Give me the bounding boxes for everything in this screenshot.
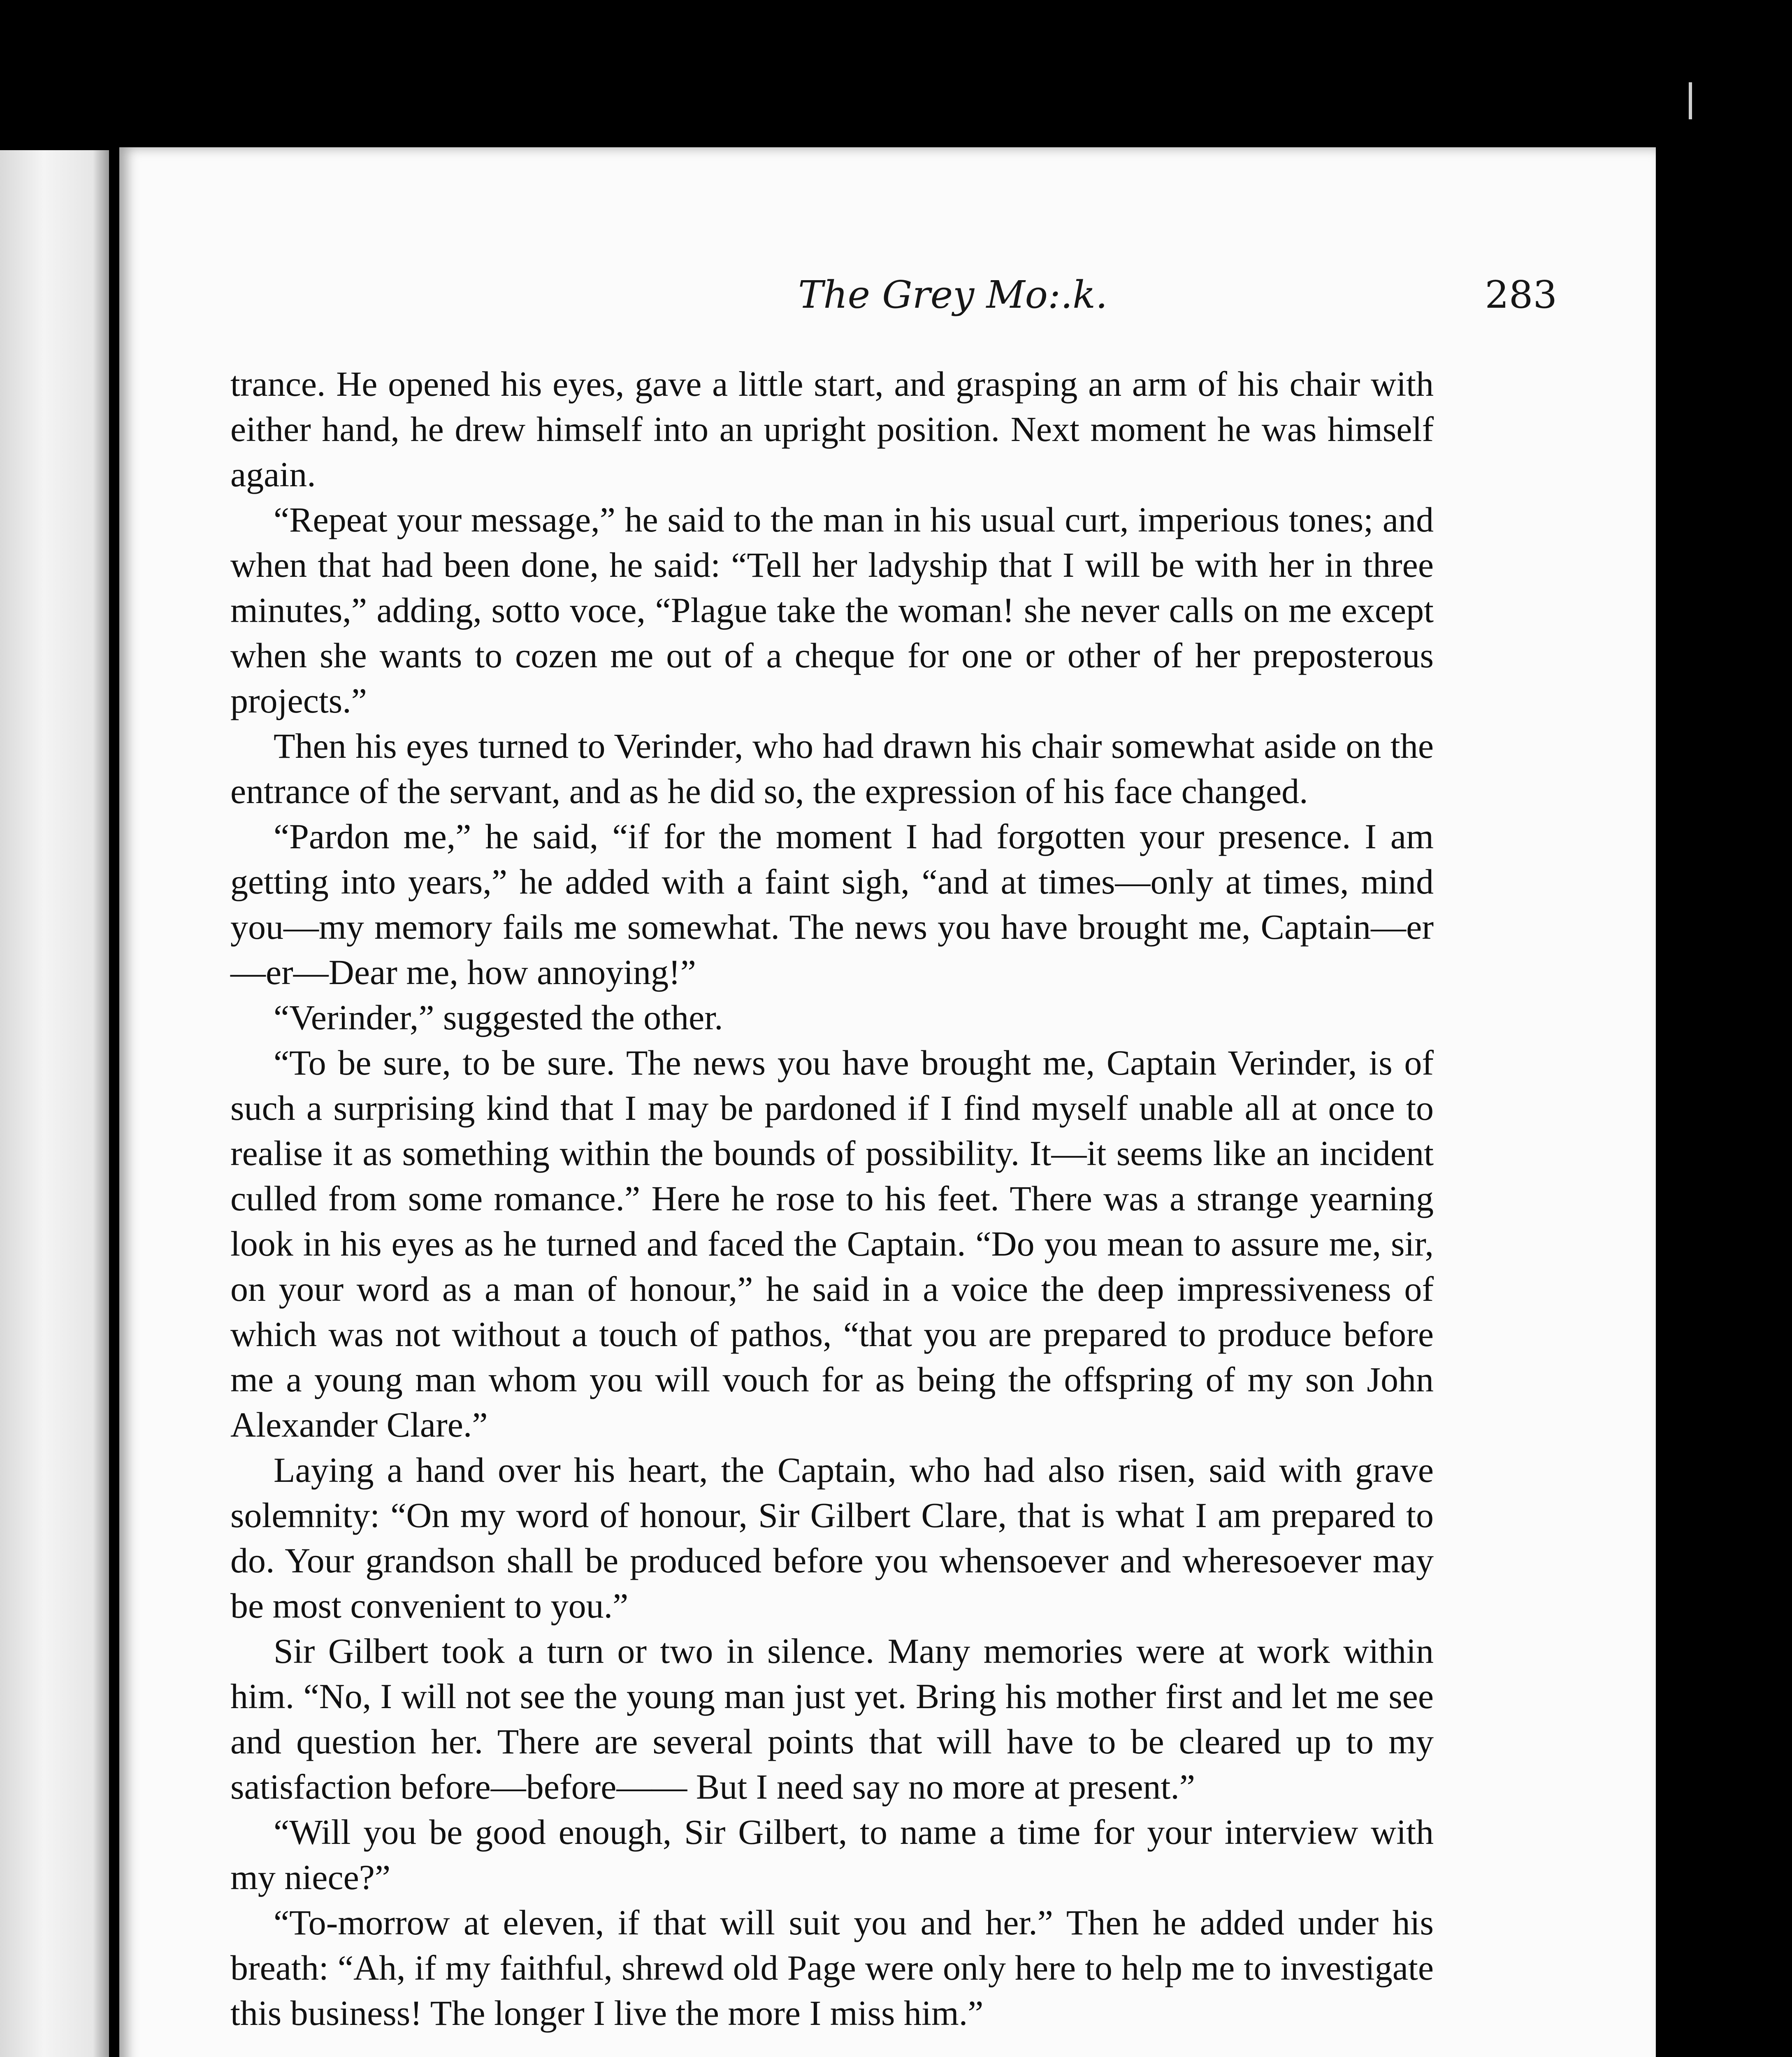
paragraph: “To-morrow at eleven, if that will suit you and her.” Then he added under his breath: “Ah, if my faithful, shrewd old Page were only here to help me to investigate this business! The longer I live the more I miss him.” [230,1903,1434,2033]
paragraph: Laying a hand over his heart, the Captain, who had also risen, said with grave solemnity: “On my word of honour, Sir Gilbert Clare, that is what I am prepared to do. Your grandson shall be produced before you whensoever and wheresoever may be most convenient to you.” [230,1450,1434,1625]
film-mark [1689,82,1692,119]
paragraph: “Repeat your message,” he said to the man in his usual curt, imperious tones; and when that had been done, he said: “Tell her ladyship that I will be with her in three minutes,” adding, sotto voce, “Plague take the woman! she never calls on me except when she wants to cozen me out of a cheque for one or other of her preposterous projects.” [230,500,1434,720]
page-number: 283 [1485,273,1557,317]
paragraph: trance. He opened his eyes, gave a little start, and grasping an arm of his chair with either hand, he drew himself into an upright position. Next moment he was himself again. [230,364,1434,494]
body-text [230,361,1434,2036]
facing-page-edge [0,150,109,2057]
paragraph: Sir Gilbert took a turn or two in silence. Many memories were at work within him. “No, I will not see the young man just yet. Bring his mother first and let me see and question her. There are several points that will have to be cleared up to my satisfaction before—before—— But I need say no more at present.” [230,1631,1434,1806]
paragraph: “Pardon me,” he said, “if for the moment I had forgotten your presence. I am getting into years,” he added with a faint sigh, “and at times—only at times, mind you—my memory fails me somewhat. The news you have brought me, Captain—er—er—Dear me, how annoying!” [230,817,1434,992]
running-title: The Grey Mo:.k. [798,273,1108,317]
paragraph: Then his eyes turned to Verinder, who had drawn his chair somewhat aside on the entrance of the servant, and as he did so, the expression of his face changed. [230,726,1434,811]
paragraph: “Verinder,” suggested the other. [274,998,723,1037]
book-page [119,147,1656,2057]
running-head [230,273,1557,330]
paragraph: “To be sure, to be sure. The news you have brought me, Captain Verinder, is of such a surprising kind that I may be pardoned if I find myself unable all at once to realise it as something within the bounds of possibility. It—it seems like an incident culled from some romance.” Here he rose to his feet. There was a strange yearning look in his eyes as he turned and faced the Captain. “Do you mean to assure me, sir, on your word as a man of honour,” he said in a voice the deep impressiveness of which was not without a touch of pathos, “that you are prepared to produce before me a young man whom you will vouch for as being the offspring of my son John Alexander Clare.” [230,1043,1434,1444]
paragraph: “Will you be good enough, Sir Gilbert, to name a time for your interview with my niece?” [230,1812,1434,1897]
